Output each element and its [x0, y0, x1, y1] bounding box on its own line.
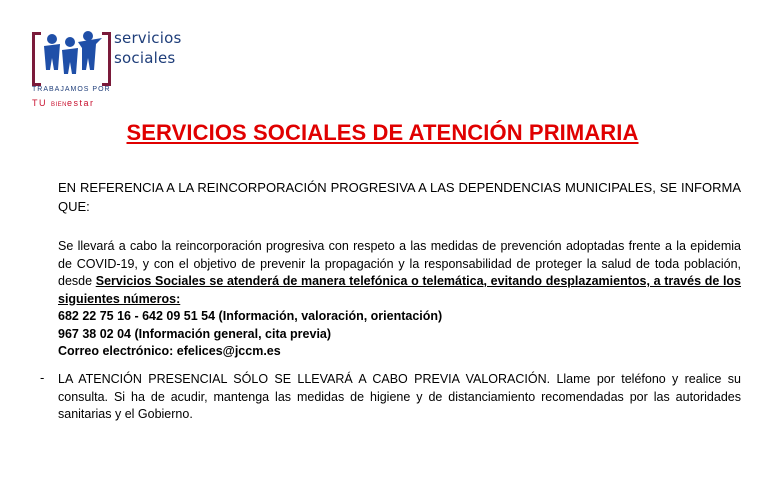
people-group-icon: [40, 30, 104, 82]
intro-paragraph: EN REFERENCIA A LA REINCORPORACIÓN PROGRESIVA A LAS DEPENDENCIAS MUNICIPALES, SE INFORMA QUE:: [58, 180, 741, 214]
logo-brand-text: [114, 28, 181, 68]
bullet-paragraph: LA ATENCIÓN PRESENCIAL SÓLO SE LLEVARÁ A CABO PREVIA VALORACIÓN. Llame por teléfono y realice su consulta. Si ha de acudir, mantenga las medidas de higiene y de distanciamiento recomendadas por las autoridades sanitarias y el Gobierno.: [58, 372, 741, 421]
phone-line-2: 967 38 02 04 (Información general, cita previa): [58, 326, 332, 341]
logo-brand-line2: sociales: [114, 49, 176, 67]
tagline-tu: TU: [32, 98, 47, 108]
phone-line-1: 682 22 75 16 - 642 09 51 54 (Información, valoración, orientación): [58, 309, 443, 323]
email-line: Correo electrónico: efelices@jccm.es: [58, 344, 281, 358]
tagline-estar: estar: [67, 98, 95, 108]
tagline-bien: BIEN: [51, 102, 68, 108]
body-paragraph: [58, 238, 741, 361]
logo-brand-line1: servicios: [114, 29, 182, 47]
logo-right-bracket: [102, 32, 111, 86]
document-title: SERVICIOS SOCIALES DE ATENCIÓN PRIMARIA: [126, 120, 639, 145]
bullet-marker: -: [40, 370, 45, 385]
servicios-sociales-logo: [32, 28, 212, 112]
logo-tagline-bottom: [32, 98, 95, 108]
body-emphasis: Servicios Sociales se atenderá de manera telefónica o telemática, evitando desplazamientos, a través de los siguientes números:: [58, 274, 742, 306]
body-text: Se llevará a cabo la reincorporación progresiva con respeto a las medidas de prevención adoptadas frente a la epidemia de COVID-19, y con el objetivo de prevenir la propagación y la responsabilidad de proteger la salud de toda población, desde: [58, 239, 741, 288]
logo-tagline-top: TRABAJAMOS POR: [32, 86, 111, 93]
